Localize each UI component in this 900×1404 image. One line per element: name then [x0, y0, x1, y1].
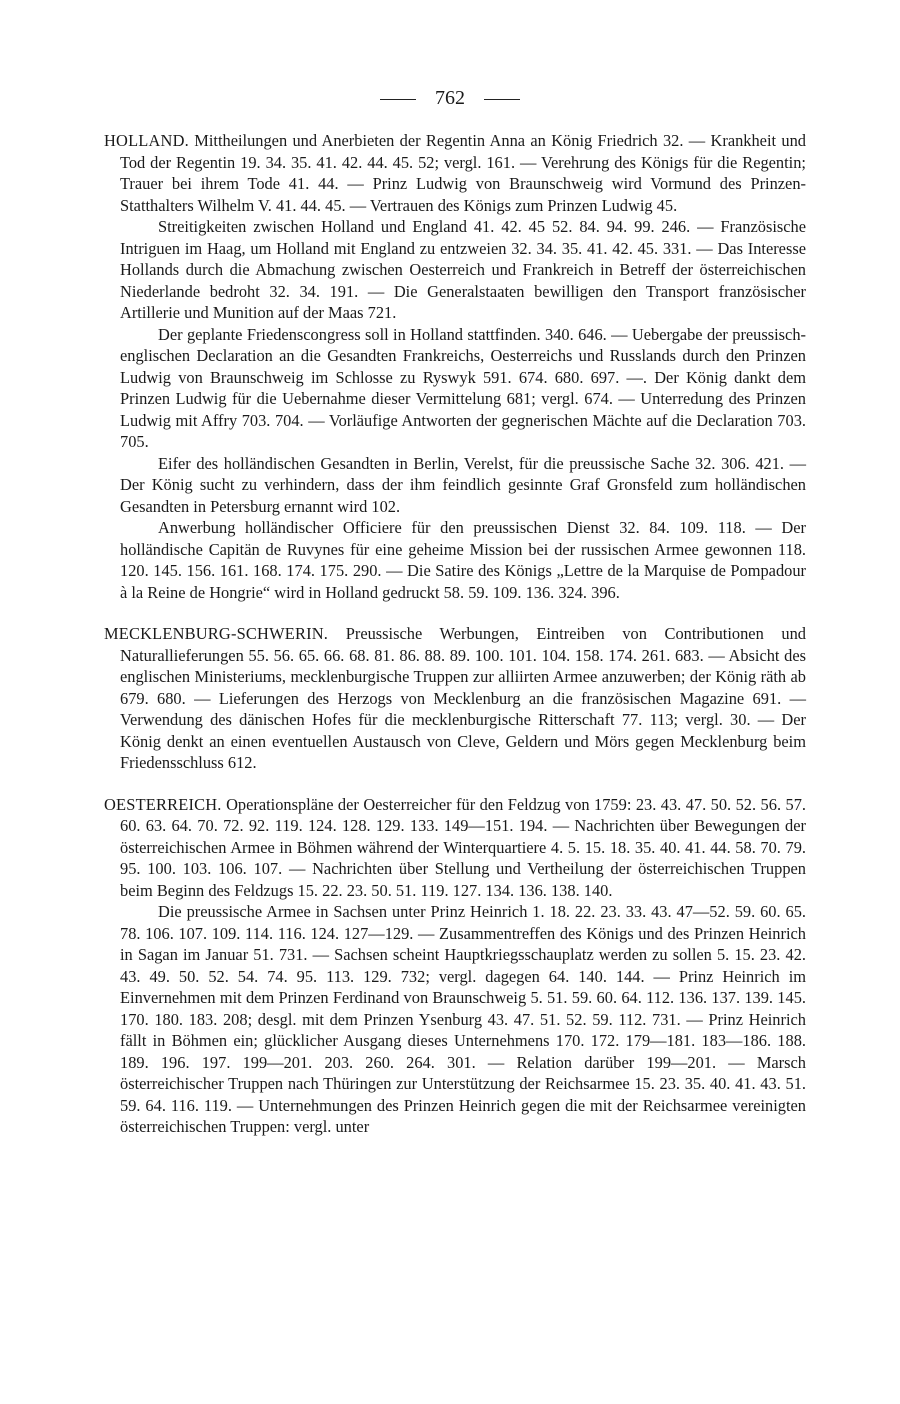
entry-heading: MECKLENBURG-SCHWERIN. [104, 624, 329, 643]
index-entry-oesterreich [104, 794, 806, 1138]
entry-text: Operationspläne der Oesterreicher für den Feldzug von 1759: 23. 43. 47. 50. 52. 56. 57. 60. 63. 64. 70. 72. 92. 119. 124. 128. 129. 133. 149—151. 194. — Nachrichten über Bewegungen der österreichischen Armee in Böhmen während der Winterquartiere 4. 5. 15. 18. 35. 40. 41. 44. 58. 70. 79. 95. 100. 103. 106. 107. — Nachrichten über Stellung und Vertheilung der österreichischen Truppen beim Beginn des Feldzugs 15. 22. 23. 50. 51. 119. 127. 134. 136. 138. 140. [120, 794, 806, 900]
index-entry-holland [104, 130, 806, 603]
entry-paragraph: Der geplante Friedenscongress soll in Holland stattfinden. 340. 646. — Uebergabe der preussisch-englischen Declaration an die Gesandten Frankreichs, Oesterreichs und Russlands durch den Prinzen Ludwig von Braunschweig im Schlosse zu Ryswyk 591. 674. 680. 697. —. Der König dankt dem Prinzen Ludwig für die Uebernahme dieser Vermittelung 681; vergl. 674. — Unterredung des Prinzen Ludwig mit Affry 703. 704. — Vorläufige Antworten der gegnerischen Mächte auf die Declaration 703. 705. [120, 324, 806, 451]
entry-paragraph [104, 623, 806, 774]
index-text [104, 130, 806, 1158]
entry-text: Preussische Werbungen, Eintreiben von Contributionen und Naturallieferungen 55. 56. 65. 66. 68. 81. 86. 88. 89. 100. 101. 104. 158. 174. 261. 683. — Absicht des englischen Ministeriums, mecklenburgische Truppen zur alliirten Armee anzuwerben; der König räth ab 679. 680. — Lieferungen des Herzogs von Mecklenburg an die französischen Magazine 691. — Verwendung des dänischen Hofes für die mecklenburgische Ritterschaft 77. 113; vergl. 30. — Der König denkt an einen eventuellen Austausch von Cleve, Geldern und Mörs gegen Mecklenburg beim Friedensschluss 612. [120, 624, 806, 772]
entry-text: Mittheilungen und Anerbieten der Regentin Anna an König Friedrich 32. — Krankheit und Tod der Regentin 19. 34. 35. 41. 42. 44. 45. 52; vergl. 161. — Verehrung des Königs für die Regentin; Trauer bei ihrem Tode 41. 44. — Prinz Ludwig von Braunschweig wird Vormund des Prinzen-Statthalters Wilhelm V. 41. 44. 45. — Vertrauen des Königs zum Prinzen Ludwig 45. [120, 131, 806, 215]
index-entry-mecklenburg-schwerin [104, 623, 806, 774]
header-rule-left [380, 99, 416, 100]
entry-heading: HOLLAND. [104, 131, 189, 150]
page-number: 762 [435, 87, 465, 109]
entry-paragraph: Die preussische Armee in Sachsen unter Prinz Heinrich 1. 18. 22. 23. 33. 43. 47—52. 59. 60. 65. 78. 106. 107. 109. 114. 116. 124. 127—129. — Zusammentreffen des Königs und des Prinzen Heinrich in Sagan im Januar 51. 731. — Sachsen scheint Hauptkriegsschauplatz werden zu sollen 5. 15. 23. 42. 43. 49. 50. 52. 54. 74. 95. 113. 129. 732; vergl. dagegen 64. 140. 144. — Prinz Heinrich im Einvernehmen mit dem Prinzen Ferdinand von Braunschweig 5. 51. 59. 60. 64. 112. 136. 137. 139. 145. 170. 180. 183. 208; desgl. mit dem Prinzen Ysenburg 43. 47. 51. 52. 59. 112. 731. — Prinz Heinrich fällt in Böhmen ein; glücklicher Ausgang dieses Unternehmens 170. 172. 179—181. 183—186. 188. 189. 196. 197. 199—201. 203. 260. 264. 301. — Relation darüber 199—201. — Marsch österreichischer Truppen nach Thüringen zur Unterstützung der Reichsarmee 15. 23. 35. 40. 41. 43. 51. 59. 64. 116. 119. — Unternehmungen des Prinzen Heinrich gegen die mit der Reichsarmee vereinigten österreichischen Truppen: vergl. unter [120, 902, 806, 1136]
entry-paragraph [104, 794, 806, 902]
entry-paragraph: Anwerbung holländischer Officiere für den preussischen Dienst 32. 84. 109. 118. — Der holländische Capitän de Ruvynes für eine geheime Mission bei der russischen Armee gewonnen 118. 120. 145. 156. 161. 168. 174. 175. 290. — Die Satire des Königs „Lettre de la Marquise de Pompadour à la Reine de Hongrie“ wird in Holland gedruckt 58. 59. 109. 136. 324. 396. [120, 518, 806, 602]
entry-paragraph [104, 130, 806, 216]
header-rule-right [484, 99, 520, 100]
page-header [0, 86, 900, 110]
entry-heading: OESTERREICH. [104, 794, 222, 814]
entry-paragraph: Streitigkeiten zwischen Holland und England 41. 42. 45 52. 84. 94. 99. 246. — Französische Intriguen im Haag, um Holland mit England zu entzweien 32. 34. 35. 41. 42. 45. 331. — Das Interesse Hollands durch die Abmachung zwischen Oesterreich und Frankreich in Betreff der österreichischen Niederlande bedroht 32. 34. 191. — Die Generalstaaten bewilligen den Transport französischer Artillerie und Munition auf der Maas 721. [120, 217, 806, 322]
entry-paragraph: Eifer des holländischen Gesandten in Berlin, Verelst, für die preussische Sache 32. 306. 421. — Der König sucht zu verhindern, dass der ihm feindlich gesinnte Graf Gronsfeld zum holländischen Gesandten in Petersburg ernannt wird 102. [120, 453, 806, 516]
